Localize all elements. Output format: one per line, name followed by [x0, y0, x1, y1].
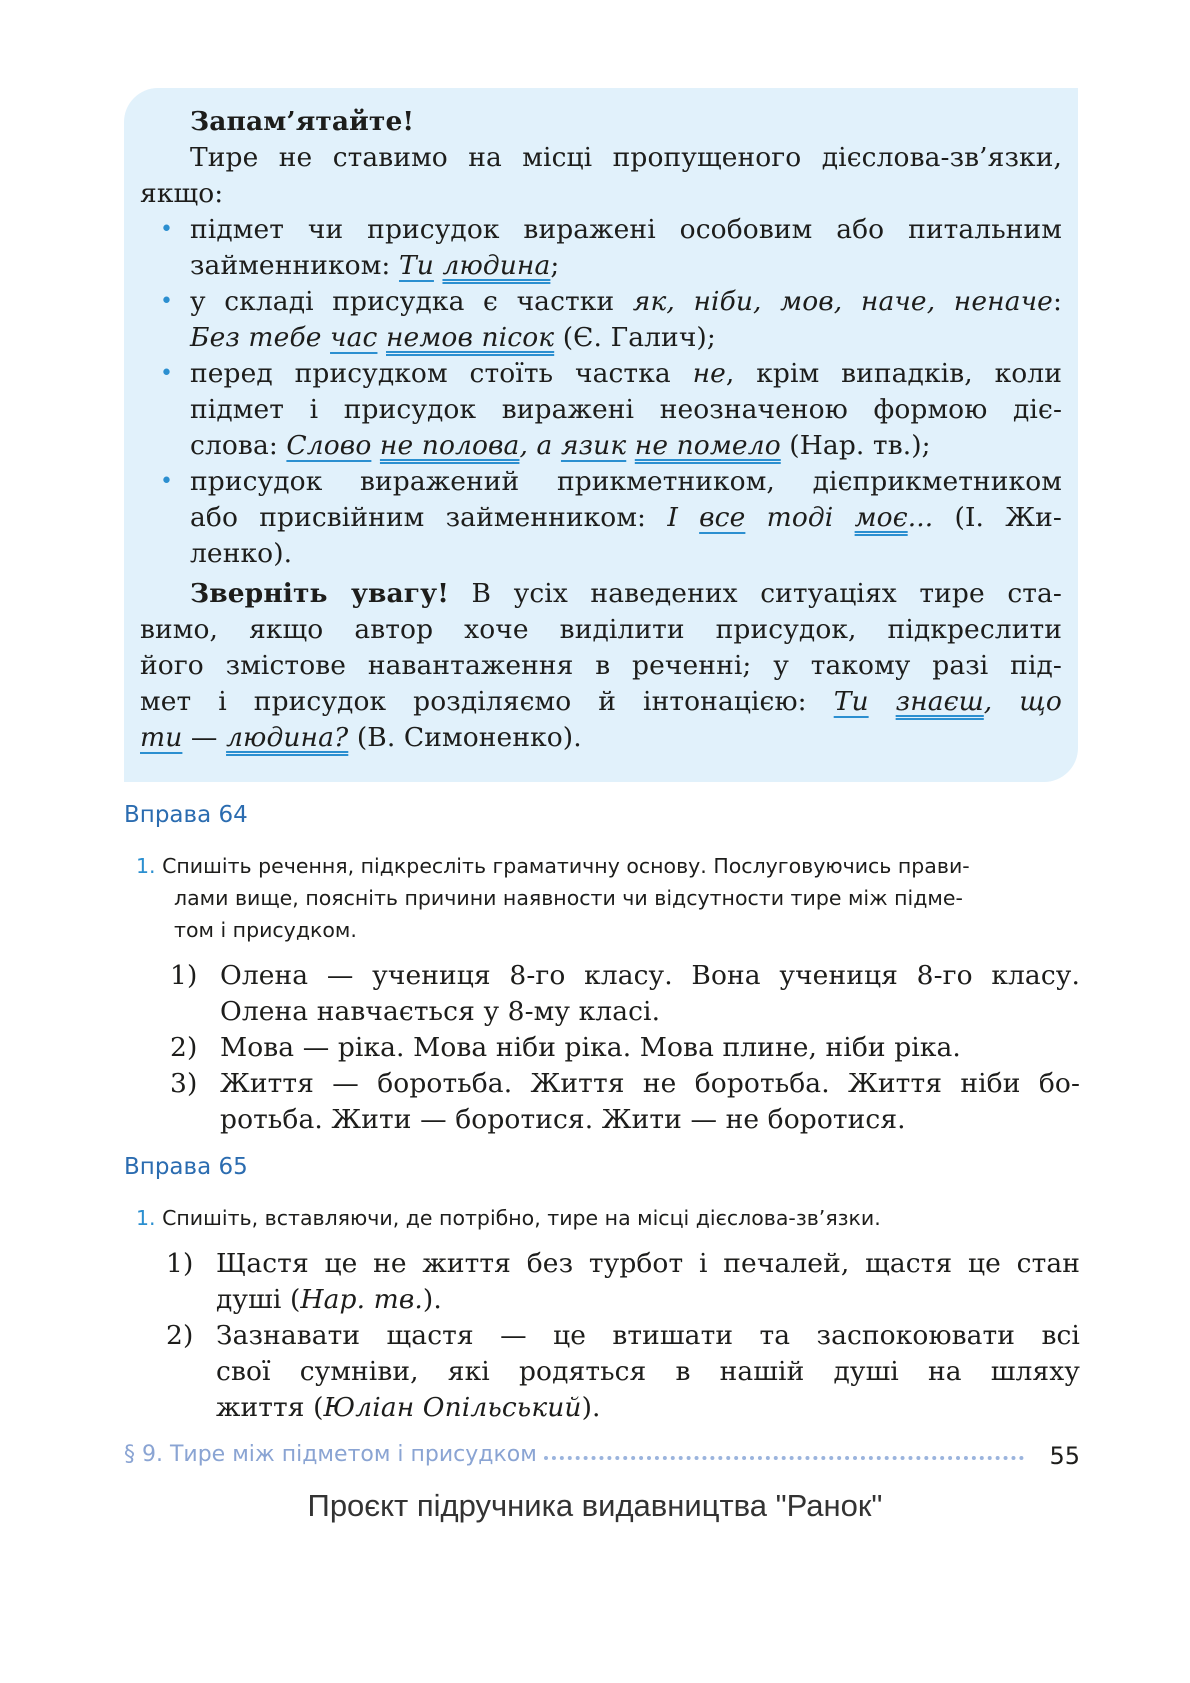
list-item: 1) Щастя це не життя без турбот і печалей, щастя це стан: [166, 1248, 1080, 1279]
exercise-64-heading: Вправа 64: [124, 802, 248, 828]
rule-note-line2: вимо, якщо автор хоче виділити присудок, підкреслити: [140, 614, 1062, 645]
bullet-icon: •: [160, 289, 174, 314]
rule-bullet-2-line2: Без тебе час немов пісок (Є. Галич);: [190, 322, 716, 353]
rule-bullet-3: • перед присудком стоїть частка не, крім випадків, коли: [140, 356, 1062, 392]
rule-bullet-3-line2: підмет і присудок виражені неозначеною формою діє-: [190, 394, 1062, 425]
rule-title: Запам’ятайте!: [190, 106, 415, 137]
list-item-cont: свої сумніви, які родяться в нашій душі на шляху: [216, 1356, 1080, 1387]
rule-intro: Тире не ставимо на місці пропущеного дієслова-зв’язки,: [190, 142, 1062, 173]
page-number: 55: [1049, 1442, 1080, 1470]
exercise-65-heading: Вправа 65: [124, 1154, 248, 1180]
rule-bullet-4-line3: ленко).: [190, 538, 293, 569]
rule-bullet-3-line3: слова: Слово не полова, а язик не помело (Нар. тв.);: [190, 430, 931, 461]
rule-box: [124, 88, 1078, 782]
list-item: 2) Мова — ріка. Мова ніби ріка. Мова плине, ніби ріка.: [170, 1032, 961, 1063]
rule-note-line3: його змістове навантаження в реченні; у такому разі під-: [140, 650, 1062, 681]
rule-bullet-4-line2: або присвійним займенником: І все тоді моє... (І. Жи-: [190, 502, 1062, 533]
exercise-64-task: [136, 850, 1080, 946]
bullet-icon: •: [160, 361, 174, 386]
exercise-64-items: [170, 958, 1080, 1138]
list-item: 2) Зазнавати щастя — це втишати та заспокоювати всі: [166, 1320, 1080, 1351]
bullet-icon: •: [160, 469, 174, 494]
list-item: 3) Життя — боротьба. Життя не боротьба. Життя ніби бо-: [170, 1068, 1080, 1099]
list-item: 1) Олена — учениця 8-го класу. Вона учениця 8-го класу.: [170, 960, 1080, 991]
task-line: 1. Спишіть, вставляючи, де потрібно, тире на місці дієслова-зв’язки.: [136, 1206, 881, 1230]
task-line: 1. Спишіть речення, підкресліть граматичну основу. Послуговуючись прави-: [136, 854, 970, 878]
publisher-watermark: Проєкт підручника видавництва "Ранок": [307, 1488, 883, 1523]
bullet-icon: •: [160, 217, 174, 242]
task-line: лами вище, поясніть причини наявности чи відсутности тире між підме-: [174, 886, 963, 910]
rule-bullet-4: • присудок виражений прикметником, дієприкметником: [140, 464, 1062, 500]
exercise-65-items: [166, 1246, 1080, 1426]
list-item-cont: ротьба. Жити — боротися. Жити — не боротися.: [220, 1104, 906, 1135]
rule-intro-end: якщо:: [140, 178, 224, 209]
footer-dotted-leader: [544, 1456, 1024, 1464]
footer-section-title: § 9. Тире між підметом і присудком: [124, 1442, 537, 1467]
task-line: том і присудком.: [174, 918, 357, 942]
exercise-65-task: [136, 1202, 1080, 1234]
list-item-cont: життя (Юліан Опільський).: [216, 1392, 601, 1423]
rule-note-line5: ти — людина? (В. Симоненко).: [140, 722, 582, 753]
rule-note-line4: мет і присудок розділяємо й інтонацією: Ти знаєш, що: [140, 686, 1062, 717]
list-item-cont: душі (Нар. тв.).: [216, 1284, 442, 1315]
list-item-cont: Олена навчається у 8-му класі.: [220, 996, 661, 1027]
rule-bullet-1: • підмет чи присудок виражені особовим або питальним: [140, 212, 1062, 248]
rule-bullet-1-line2: займенником: Ти людина;: [190, 250, 560, 281]
rule-note: Зверніть увагу! В усіх наведених ситуаціях тире ста-: [190, 578, 1062, 609]
page-footer: [124, 1442, 1080, 1476]
rule-box-content: [140, 104, 1062, 756]
rule-bullet-2: • у складі присудка є частки як, ніби, мов, наче, неначе:: [140, 284, 1062, 320]
